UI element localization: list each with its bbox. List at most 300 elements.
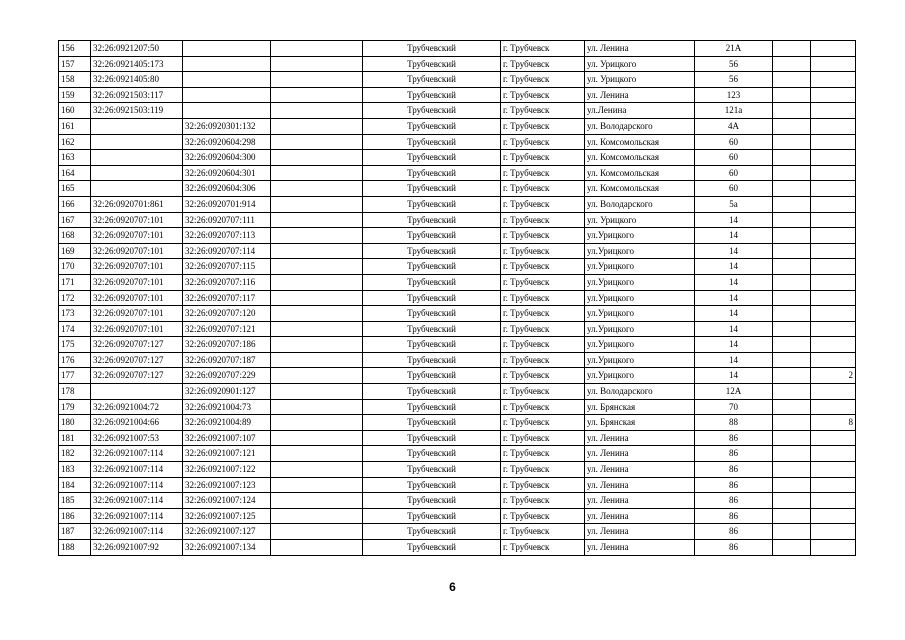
district-cell: Трубчевский bbox=[363, 72, 501, 88]
empty-cell bbox=[271, 103, 363, 119]
extra-cell bbox=[773, 212, 811, 228]
extra-count-cell bbox=[811, 399, 856, 415]
street-cell: ул.Ленина bbox=[585, 103, 695, 119]
extra-cell bbox=[773, 165, 811, 181]
cadastral-number-2-cell: 32:26:0921007:125 bbox=[183, 508, 271, 524]
cadastral-number-cell: 32:26:0920707:101 bbox=[91, 290, 183, 306]
extra-cell bbox=[773, 72, 811, 88]
extra-cell bbox=[773, 196, 811, 212]
row-number-cell: 181 bbox=[59, 430, 91, 446]
row-number-cell: 167 bbox=[59, 212, 91, 228]
cadastral-number-cell: 32:26:0921004:72 bbox=[91, 399, 183, 415]
house-number-cell: 86 bbox=[695, 477, 773, 493]
cadastral-number-cell: 32:26:0921405:173 bbox=[91, 56, 183, 72]
extra-count-cell bbox=[811, 56, 856, 72]
extra-cell bbox=[773, 524, 811, 540]
cadastral-number-cell: 32:26:0921007:114 bbox=[91, 524, 183, 540]
city-cell: г. Трубчевск bbox=[501, 56, 585, 72]
house-number-cell: 121а bbox=[695, 103, 773, 119]
row-number-cell: 178 bbox=[59, 384, 91, 400]
empty-cell bbox=[271, 368, 363, 384]
city-cell: г. Трубчевск bbox=[501, 540, 585, 556]
table-row bbox=[59, 430, 856, 446]
house-number-cell: 14 bbox=[695, 306, 773, 322]
extra-cell bbox=[773, 259, 811, 275]
street-cell: ул.Урицкого bbox=[585, 228, 695, 244]
cadastral-number-cell: 32:26:0921405:80 bbox=[91, 72, 183, 88]
empty-cell bbox=[271, 321, 363, 337]
house-number-cell: 14 bbox=[695, 212, 773, 228]
city-cell: г. Трубчевск bbox=[501, 165, 585, 181]
extra-count-cell bbox=[811, 462, 856, 478]
street-cell: ул. Комсомольская bbox=[585, 181, 695, 197]
city-cell: г. Трубчевск bbox=[501, 41, 585, 57]
extra-count-cell bbox=[811, 41, 856, 57]
row-number-cell: 172 bbox=[59, 290, 91, 306]
house-number-cell: 14 bbox=[695, 259, 773, 275]
cadastral-number-cell: 32:26:0921007:92 bbox=[91, 540, 183, 556]
district-cell: Трубчевский bbox=[363, 368, 501, 384]
cadastral-number-2-cell: 32:26:0921007:134 bbox=[183, 540, 271, 556]
table-row bbox=[59, 56, 856, 72]
city-cell: г. Трубчевск bbox=[501, 508, 585, 524]
district-cell: Трубчевский bbox=[363, 524, 501, 540]
table-row bbox=[59, 274, 856, 290]
street-cell: ул. Ленина bbox=[585, 524, 695, 540]
empty-cell bbox=[271, 165, 363, 181]
table-row bbox=[59, 524, 856, 540]
extra-count-cell bbox=[811, 196, 856, 212]
table-row bbox=[59, 259, 856, 275]
cadastral-number-cell: 32:26:0921503:117 bbox=[91, 87, 183, 103]
district-cell: Трубчевский bbox=[363, 352, 501, 368]
empty-cell bbox=[271, 212, 363, 228]
cadastral-number-2-cell: 32:26:0920707:111 bbox=[183, 212, 271, 228]
row-number-cell: 169 bbox=[59, 243, 91, 259]
registry-table bbox=[58, 40, 856, 556]
table-row bbox=[59, 321, 856, 337]
row-number-cell: 175 bbox=[59, 337, 91, 353]
extra-count-cell bbox=[811, 493, 856, 509]
district-cell: Трубчевский bbox=[363, 321, 501, 337]
district-cell: Трубчевский bbox=[363, 118, 501, 134]
extra-count-cell bbox=[811, 259, 856, 275]
row-number-cell: 185 bbox=[59, 493, 91, 509]
cadastral-number-2-cell: 32:26:0920707:117 bbox=[183, 290, 271, 306]
empty-cell bbox=[271, 446, 363, 462]
row-number-cell: 156 bbox=[59, 41, 91, 57]
cadastral-number-2-cell bbox=[183, 103, 271, 119]
house-number-cell: 60 bbox=[695, 134, 773, 150]
table-row bbox=[59, 118, 856, 134]
city-cell: г. Трубчевск bbox=[501, 196, 585, 212]
city-cell: г. Трубчевск bbox=[501, 72, 585, 88]
row-number-cell: 168 bbox=[59, 228, 91, 244]
extra-count-cell bbox=[811, 446, 856, 462]
house-number-cell: 14 bbox=[695, 274, 773, 290]
extra-count-cell bbox=[811, 243, 856, 259]
table-row bbox=[59, 508, 856, 524]
empty-cell bbox=[271, 508, 363, 524]
empty-cell bbox=[271, 259, 363, 275]
empty-cell bbox=[271, 384, 363, 400]
street-cell: ул. Ленина bbox=[585, 87, 695, 103]
house-number-cell: 14 bbox=[695, 243, 773, 259]
extra-cell bbox=[773, 337, 811, 353]
house-number-cell: 14 bbox=[695, 368, 773, 384]
table-row bbox=[59, 103, 856, 119]
extra-count-cell bbox=[811, 477, 856, 493]
empty-cell bbox=[271, 430, 363, 446]
city-cell: г. Трубчевск bbox=[501, 368, 585, 384]
house-number-cell: 14 bbox=[695, 337, 773, 353]
cadastral-number-cell: 32:26:0921007:114 bbox=[91, 493, 183, 509]
empty-cell bbox=[271, 274, 363, 290]
city-cell: г. Трубчевск bbox=[501, 134, 585, 150]
cadastral-number-2-cell bbox=[183, 72, 271, 88]
empty-cell bbox=[271, 493, 363, 509]
cadastral-number-2-cell: 32:26:0921007:122 bbox=[183, 462, 271, 478]
table-row bbox=[59, 540, 856, 556]
row-number-cell: 188 bbox=[59, 540, 91, 556]
table-row bbox=[59, 306, 856, 322]
district-cell: Трубчевский bbox=[363, 196, 501, 212]
table-row bbox=[59, 493, 856, 509]
extra-cell bbox=[773, 87, 811, 103]
street-cell: ул. Ленина bbox=[585, 462, 695, 478]
table-row bbox=[59, 72, 856, 88]
empty-cell bbox=[271, 150, 363, 166]
street-cell: ул. Володарского bbox=[585, 196, 695, 212]
empty-cell bbox=[271, 540, 363, 556]
cadastral-number-cell bbox=[91, 165, 183, 181]
district-cell: Трубчевский bbox=[363, 290, 501, 306]
district-cell: Трубчевский bbox=[363, 384, 501, 400]
row-number-cell: 158 bbox=[59, 72, 91, 88]
extra-count-cell bbox=[811, 134, 856, 150]
row-number-cell: 186 bbox=[59, 508, 91, 524]
city-cell: г. Трубчевск bbox=[501, 181, 585, 197]
table-row bbox=[59, 181, 856, 197]
row-number-cell: 177 bbox=[59, 368, 91, 384]
table-row bbox=[59, 477, 856, 493]
cadastral-number-cell: 32:26:0920701:861 bbox=[91, 196, 183, 212]
row-number-cell: 173 bbox=[59, 306, 91, 322]
district-cell: Трубчевский bbox=[363, 228, 501, 244]
extra-cell bbox=[773, 368, 811, 384]
city-cell: г. Трубчевск bbox=[501, 118, 585, 134]
cadastral-number-cell: 32:26:0920707:101 bbox=[91, 259, 183, 275]
district-cell: Трубчевский bbox=[363, 493, 501, 509]
cadastral-number-cell: 32:26:0920707:127 bbox=[91, 337, 183, 353]
table-row bbox=[59, 415, 856, 431]
empty-cell bbox=[271, 72, 363, 88]
cadastral-number-2-cell: 32:26:0920707:121 bbox=[183, 321, 271, 337]
empty-cell bbox=[271, 399, 363, 415]
cadastral-number-cell: 32:26:0921007:114 bbox=[91, 462, 183, 478]
house-number-cell: 60 bbox=[695, 181, 773, 197]
house-number-cell: 123 bbox=[695, 87, 773, 103]
empty-cell bbox=[271, 118, 363, 134]
extra-count-cell bbox=[811, 165, 856, 181]
table-row bbox=[59, 462, 856, 478]
street-cell: ул. Володарского bbox=[585, 118, 695, 134]
street-cell: ул.Урицкого bbox=[585, 290, 695, 306]
cadastral-number-2-cell: 32:26:0920707:120 bbox=[183, 306, 271, 322]
extra-count-cell: 2 bbox=[811, 368, 856, 384]
district-cell: Трубчевский bbox=[363, 56, 501, 72]
extra-count-cell bbox=[811, 384, 856, 400]
house-number-cell: 86 bbox=[695, 462, 773, 478]
table-row bbox=[59, 165, 856, 181]
empty-cell bbox=[271, 524, 363, 540]
row-number-cell: 159 bbox=[59, 87, 91, 103]
house-number-cell: 14 bbox=[695, 290, 773, 306]
cadastral-number-cell bbox=[91, 181, 183, 197]
empty-cell bbox=[271, 134, 363, 150]
cadastral-number-cell: 32:26:0920707:101 bbox=[91, 212, 183, 228]
street-cell: ул.Урицкого bbox=[585, 259, 695, 275]
cadastral-number-cell: 32:26:0920707:101 bbox=[91, 228, 183, 244]
house-number-cell: 14 bbox=[695, 352, 773, 368]
row-number-cell: 174 bbox=[59, 321, 91, 337]
district-cell: Трубчевский bbox=[363, 259, 501, 275]
cadastral-number-cell: 32:26:0920707:101 bbox=[91, 274, 183, 290]
district-cell: Трубчевский bbox=[363, 243, 501, 259]
empty-cell bbox=[271, 337, 363, 353]
empty-cell bbox=[271, 306, 363, 322]
extra-cell bbox=[773, 56, 811, 72]
cadastral-number-2-cell bbox=[183, 41, 271, 57]
table-row bbox=[59, 446, 856, 462]
city-cell: г. Трубчевск bbox=[501, 384, 585, 400]
row-number-cell: 170 bbox=[59, 259, 91, 275]
cadastral-number-cell bbox=[91, 134, 183, 150]
street-cell: ул.Урицкого bbox=[585, 337, 695, 353]
city-cell: г. Трубчевск bbox=[501, 87, 585, 103]
cadastral-number-cell: 32:26:0920707:101 bbox=[91, 306, 183, 322]
cadastral-number-2-cell: 32:26:0920701:914 bbox=[183, 196, 271, 212]
city-cell: г. Трубчевск bbox=[501, 415, 585, 431]
extra-count-cell bbox=[811, 524, 856, 540]
extra-cell bbox=[773, 181, 811, 197]
cadastral-number-2-cell: 32:26:0921007:123 bbox=[183, 477, 271, 493]
extra-cell bbox=[773, 118, 811, 134]
extra-cell bbox=[773, 477, 811, 493]
extra-cell bbox=[773, 41, 811, 57]
extra-count-cell bbox=[811, 430, 856, 446]
street-cell: ул. Брянская bbox=[585, 415, 695, 431]
empty-cell bbox=[271, 87, 363, 103]
empty-cell bbox=[271, 477, 363, 493]
house-number-cell: 14 bbox=[695, 321, 773, 337]
street-cell: ул. Ленина bbox=[585, 430, 695, 446]
extra-count-cell bbox=[811, 72, 856, 88]
cadastral-number-2-cell: 32:26:0920707:187 bbox=[183, 352, 271, 368]
cadastral-number-2-cell: 32:26:0920604:301 bbox=[183, 165, 271, 181]
city-cell: г. Трубчевск bbox=[501, 430, 585, 446]
cadastral-number-cell bbox=[91, 150, 183, 166]
street-cell: ул. Ленина bbox=[585, 493, 695, 509]
street-cell: ул. Комсомольская bbox=[585, 165, 695, 181]
table-row bbox=[59, 196, 856, 212]
empty-cell bbox=[271, 243, 363, 259]
row-number-cell: 187 bbox=[59, 524, 91, 540]
city-cell: г. Трубчевск bbox=[501, 290, 585, 306]
district-cell: Трубчевский bbox=[363, 462, 501, 478]
extra-cell bbox=[773, 103, 811, 119]
empty-cell bbox=[271, 181, 363, 197]
house-number-cell: 86 bbox=[695, 430, 773, 446]
city-cell: г. Трубчевск bbox=[501, 337, 585, 353]
cadastral-number-cell: 32:26:0921007:114 bbox=[91, 508, 183, 524]
district-cell: Трубчевский bbox=[363, 181, 501, 197]
cadastral-number-2-cell: 32:26:0921004:73 bbox=[183, 399, 271, 415]
street-cell: ул.Урицкого bbox=[585, 243, 695, 259]
extra-cell bbox=[773, 321, 811, 337]
district-cell: Трубчевский bbox=[363, 337, 501, 353]
extra-cell bbox=[773, 290, 811, 306]
house-number-cell: 56 bbox=[695, 56, 773, 72]
row-number-cell: 184 bbox=[59, 477, 91, 493]
table-row bbox=[59, 150, 856, 166]
extra-cell bbox=[773, 306, 811, 322]
table-row bbox=[59, 134, 856, 150]
extra-cell bbox=[773, 384, 811, 400]
cadastral-number-cell: 32:26:0921007:53 bbox=[91, 430, 183, 446]
table-row bbox=[59, 228, 856, 244]
row-number-cell: 163 bbox=[59, 150, 91, 166]
district-cell: Трубчевский bbox=[363, 477, 501, 493]
city-cell: г. Трубчевск bbox=[501, 103, 585, 119]
extra-count-cell bbox=[811, 508, 856, 524]
house-number-cell: 86 bbox=[695, 493, 773, 509]
cadastral-number-2-cell: 32:26:0920707:116 bbox=[183, 274, 271, 290]
extra-count-cell bbox=[811, 337, 856, 353]
district-cell: Трубчевский bbox=[363, 87, 501, 103]
cadastral-number-2-cell: 32:26:0920707:114 bbox=[183, 243, 271, 259]
extra-cell bbox=[773, 274, 811, 290]
extra-count-cell bbox=[811, 540, 856, 556]
extra-cell bbox=[773, 446, 811, 462]
extra-count-cell bbox=[811, 212, 856, 228]
cadastral-number-2-cell: 32:26:0920604:298 bbox=[183, 134, 271, 150]
cadastral-number-2-cell: 32:26:0920604:300 bbox=[183, 150, 271, 166]
street-cell: ул. Урицкого bbox=[585, 56, 695, 72]
district-cell: Трубчевский bbox=[363, 306, 501, 322]
extra-cell bbox=[773, 134, 811, 150]
empty-cell bbox=[271, 228, 363, 244]
row-number-cell: 166 bbox=[59, 196, 91, 212]
table-row bbox=[59, 384, 856, 400]
cadastral-number-2-cell: 32:26:0920707:186 bbox=[183, 337, 271, 353]
extra-count-cell: 8 bbox=[811, 415, 856, 431]
city-cell: г. Трубчевск bbox=[501, 524, 585, 540]
cadastral-number-2-cell: 32:26:0921007:107 bbox=[183, 430, 271, 446]
district-cell: Трубчевский bbox=[363, 165, 501, 181]
city-cell: г. Трубчевск bbox=[501, 352, 585, 368]
house-number-cell: 86 bbox=[695, 524, 773, 540]
cadastral-number-2-cell: 32:26:0920301:132 bbox=[183, 118, 271, 134]
district-cell: Трубчевский bbox=[363, 103, 501, 119]
row-number-cell: 179 bbox=[59, 399, 91, 415]
district-cell: Трубчевский bbox=[363, 41, 501, 57]
street-cell: ул. Ленина bbox=[585, 41, 695, 57]
cadastral-number-cell: 32:26:0921007:114 bbox=[91, 446, 183, 462]
extra-cell bbox=[773, 462, 811, 478]
row-number-cell: 161 bbox=[59, 118, 91, 134]
district-cell: Трубчевский bbox=[363, 446, 501, 462]
district-cell: Трубчевский bbox=[363, 540, 501, 556]
empty-cell bbox=[271, 290, 363, 306]
extra-cell bbox=[773, 540, 811, 556]
city-cell: г. Трубчевск bbox=[501, 259, 585, 275]
extra-count-cell bbox=[811, 352, 856, 368]
street-cell: ул. Урицкого bbox=[585, 72, 695, 88]
extra-cell bbox=[773, 150, 811, 166]
cadastral-number-2-cell: 32:26:0920707:229 bbox=[183, 368, 271, 384]
city-cell: г. Трубчевск bbox=[501, 212, 585, 228]
cadastral-number-2-cell bbox=[183, 87, 271, 103]
extra-cell bbox=[773, 352, 811, 368]
empty-cell bbox=[271, 462, 363, 478]
city-cell: г. Трубчевск bbox=[501, 274, 585, 290]
extra-count-cell bbox=[811, 118, 856, 134]
street-cell: ул. Комсомольская bbox=[585, 150, 695, 166]
city-cell: г. Трубчевск bbox=[501, 493, 585, 509]
cadastral-number-2-cell: 32:26:0921007:124 bbox=[183, 493, 271, 509]
city-cell: г. Трубчевск bbox=[501, 399, 585, 415]
cadastral-number-cell: 32:26:0921007:114 bbox=[91, 477, 183, 493]
house-number-cell: 4А bbox=[695, 118, 773, 134]
cadastral-number-2-cell: 32:26:0921004:89 bbox=[183, 415, 271, 431]
cadastral-number-cell: 32:26:0920707:101 bbox=[91, 243, 183, 259]
extra-cell bbox=[773, 493, 811, 509]
table-row bbox=[59, 368, 856, 384]
cadastral-number-2-cell: 32:26:0920604:306 bbox=[183, 181, 271, 197]
street-cell: ул. Комсомольская bbox=[585, 134, 695, 150]
street-cell: ул. Брянская bbox=[585, 399, 695, 415]
cadastral-number-cell bbox=[91, 118, 183, 134]
empty-cell bbox=[271, 352, 363, 368]
extra-count-cell bbox=[811, 228, 856, 244]
cadastral-number-2-cell: 32:26:0921007:127 bbox=[183, 524, 271, 540]
empty-cell bbox=[271, 41, 363, 57]
row-number-cell: 183 bbox=[59, 462, 91, 478]
row-number-cell: 157 bbox=[59, 56, 91, 72]
cadastral-number-2-cell: 32:26:0920707:115 bbox=[183, 259, 271, 275]
district-cell: Трубчевский bbox=[363, 415, 501, 431]
extra-count-cell bbox=[811, 150, 856, 166]
row-number-cell: 180 bbox=[59, 415, 91, 431]
city-cell: г. Трубчевск bbox=[501, 243, 585, 259]
extra-count-cell bbox=[811, 103, 856, 119]
cadastral-number-cell bbox=[91, 384, 183, 400]
house-number-cell: 70 bbox=[695, 399, 773, 415]
cadastral-number-2-cell: 32:26:0920901:127 bbox=[183, 384, 271, 400]
house-number-cell: 12А bbox=[695, 384, 773, 400]
registry-table-body bbox=[59, 41, 856, 556]
row-number-cell: 171 bbox=[59, 274, 91, 290]
cadastral-number-cell: 32:26:0920707:101 bbox=[91, 321, 183, 337]
table-row bbox=[59, 41, 856, 57]
extra-cell bbox=[773, 243, 811, 259]
table-row bbox=[59, 399, 856, 415]
street-cell: ул.Урицкого bbox=[585, 306, 695, 322]
page-number: 6 bbox=[449, 580, 456, 594]
row-number-cell: 164 bbox=[59, 165, 91, 181]
city-cell: г. Трубчевск bbox=[501, 446, 585, 462]
